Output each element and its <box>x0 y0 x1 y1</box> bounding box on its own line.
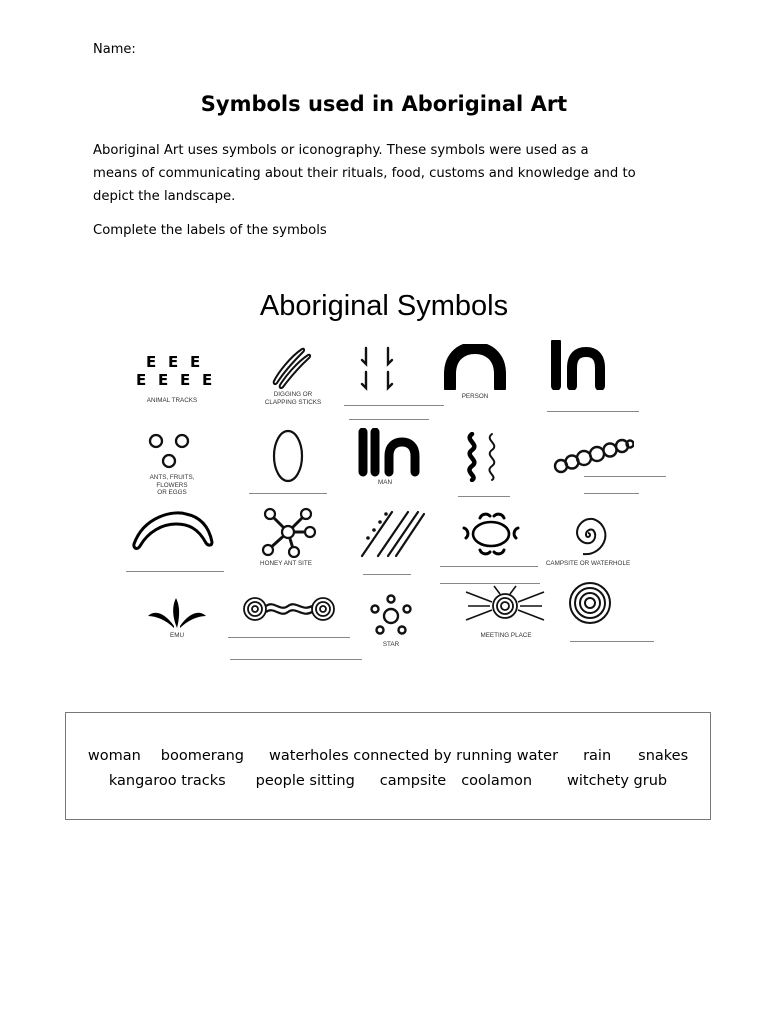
svg-text:E: E <box>158 371 169 389</box>
campsite-waterhole-icon <box>563 512 613 558</box>
caption-line: CLAPPING STICKS <box>264 398 322 406</box>
caption-line: DIGGING OR <box>273 391 313 398</box>
page-title: Symbols used in Aboriginal Art <box>200 92 568 116</box>
digging-sticks-icon <box>268 345 312 389</box>
woman-icon <box>548 340 610 390</box>
answer-blank[interactable] <box>126 571 224 572</box>
caption-line: ANTS, FRUITS, FLOWERS <box>149 474 195 489</box>
answer-blank[interactable] <box>458 496 510 497</box>
svg-text:E: E <box>136 371 147 389</box>
word-item: snakes <box>638 748 689 764</box>
intro-line: Aboriginal Art uses symbols or iconography. These symbols were used as a <box>93 143 589 158</box>
caption-campsite: CAMPSITE OR WATERHOLE <box>545 560 631 567</box>
symbol-sheet-title: Aboriginal Symbols <box>259 290 509 322</box>
svg-text:E: E <box>202 371 213 389</box>
caption-person: PERSON <box>461 393 489 400</box>
caption-digging-sticks <box>258 391 328 406</box>
rain-icon <box>358 508 428 560</box>
emu-icon <box>146 596 208 630</box>
meeting-place-icon <box>464 584 546 628</box>
word-bank <box>65 712 711 820</box>
word-item: rain <box>583 748 612 764</box>
coolamon-icon <box>270 428 306 484</box>
word-item: kangaroo tracks <box>108 773 226 789</box>
intro-line: means of communicating about their rituals, food, customs and knowledge and to <box>93 166 636 181</box>
svg-text:E: E <box>180 371 191 389</box>
word-item: witchety grub <box>567 773 668 789</box>
word-item: people sitting <box>255 773 355 789</box>
answer-blank[interactable] <box>584 476 666 477</box>
caption-animal-tracks: ANIMAL TRACKS <box>146 397 198 404</box>
kangaroo-tracks-icon <box>358 346 398 394</box>
answer-blank[interactable] <box>584 493 639 494</box>
svg-text:E: E <box>168 353 179 371</box>
ants-fruits-icon <box>146 432 194 470</box>
answer-blank[interactable] <box>249 493 327 494</box>
animal-tracks-icon <box>132 352 222 392</box>
svg-text:E: E <box>146 353 157 371</box>
answer-blank[interactable] <box>570 641 654 642</box>
answer-blank[interactable] <box>230 659 362 660</box>
intro-paragraph <box>93 139 693 208</box>
person-icon <box>442 344 508 390</box>
caption-ants-fruits <box>136 474 208 497</box>
answer-blank[interactable] <box>547 411 639 412</box>
answer-blank[interactable] <box>363 574 411 575</box>
instruction-text: Complete the labels of the symbols <box>93 223 327 238</box>
snakes-icon <box>460 432 506 482</box>
answer-blank[interactable] <box>344 405 444 406</box>
answer-blank[interactable] <box>228 637 350 638</box>
caption-line: OR EGGS <box>157 489 187 496</box>
word-item: woman <box>87 748 141 764</box>
star-icon <box>368 594 414 638</box>
caption-man: MAN <box>378 479 392 486</box>
waterholes-connected-icon <box>242 594 336 624</box>
caption-honey-ant: HONEY ANT SITE <box>260 560 312 567</box>
caption-meeting-place: MEETING PLACE <box>480 632 532 639</box>
svg-text:E: E <box>190 353 201 371</box>
name-label: Name: <box>93 42 136 57</box>
word-item: campsite <box>379 773 447 789</box>
witchety-grub-icon <box>552 436 634 476</box>
campsite-icon <box>567 580 613 626</box>
intro-line: depict the landscape. <box>93 189 236 204</box>
word-bank-row <box>66 773 710 789</box>
answer-blank[interactable] <box>440 566 538 567</box>
man-icon <box>355 428 421 478</box>
word-item: boomerang <box>160 748 245 764</box>
word-item: waterholes connected by running water <box>269 748 559 764</box>
word-item: coolamon <box>461 773 533 789</box>
caption-star: STAR <box>382 641 400 648</box>
word-bank-row <box>66 748 710 764</box>
honey-ant-site-icon <box>258 506 318 558</box>
caption-emu: EMU <box>170 632 184 639</box>
answer-blank[interactable] <box>349 419 429 420</box>
boomerang-icon <box>130 510 216 550</box>
people-sitting-icon <box>458 510 524 558</box>
